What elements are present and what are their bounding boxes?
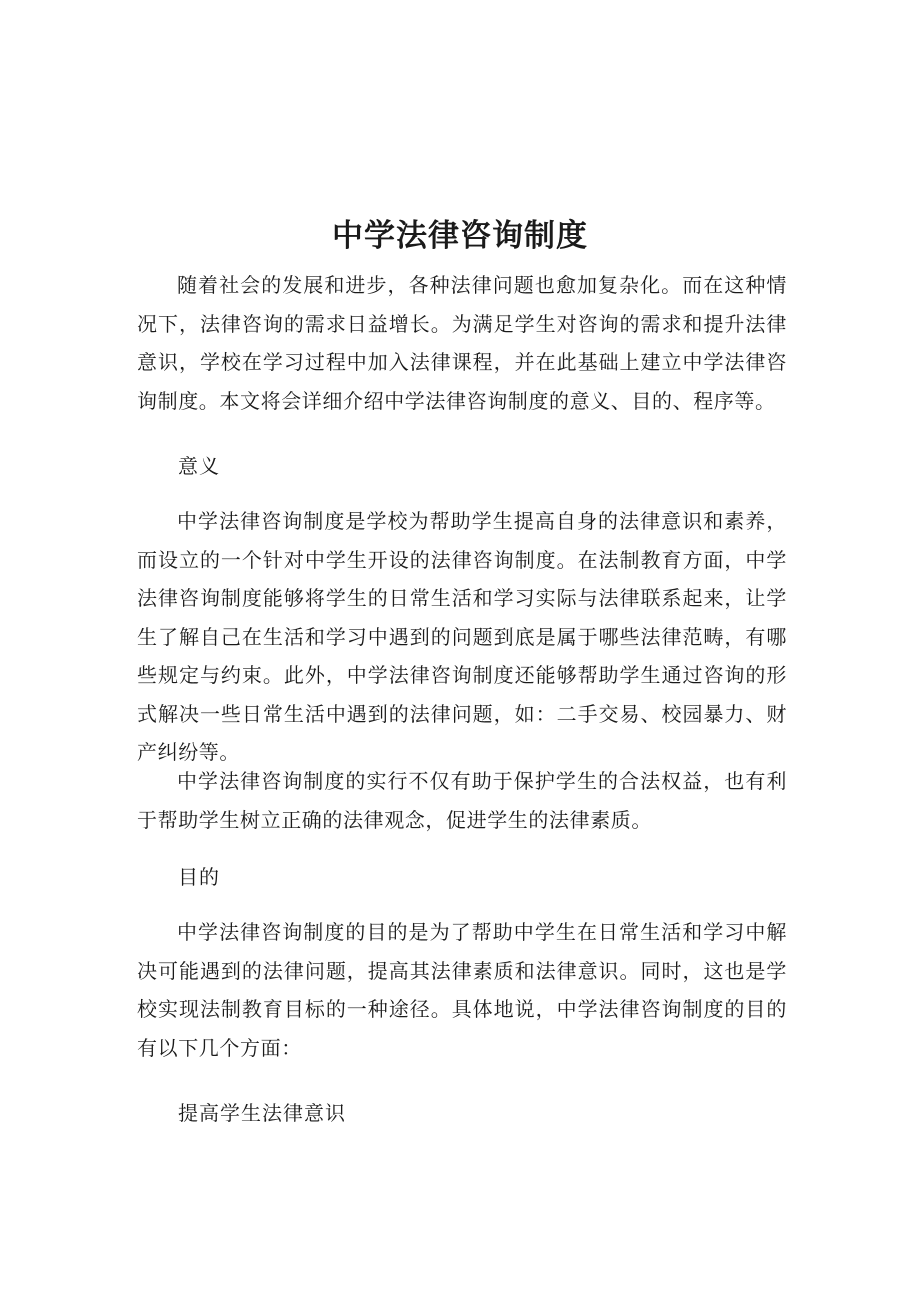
significance-paragraph-1: 中学法律咨询制度是学校为帮助学生提高自身的法律意识和素养，而设立的一个针对中学生开设的法律咨询制度。在法制教育方面，中学法律咨询制度能够将学生的日常生活和学习实际与法律联系起来，让学生了解自己在生活和学习中遇到的问题到底是属于哪些法律范畴，有哪些规定与约束。此外，中学法律咨询制度还能够帮助学生通过咨询的形式解决一些日常生活中遇到的法律问题，如：二手交易、校园暴力、财产纠纷等。 — [137, 509, 787, 764]
section-heading-significance: 意义 — [178, 454, 220, 478]
significance-paragraph-2: 中学法律咨询制度的实行不仅有助于保护学生的合法权益，也有利于帮助学生树立正确的法律观念，促进学生的法律素质。 — [137, 769, 787, 832]
section-heading-purpose: 目的 — [178, 865, 220, 889]
intro-paragraph: 随着社会的发展和进步，各种法律问题也愈加复杂化。而在这种情况下，法律咨询的需求日益增长。为满足学生对咨询的需求和提升法律意识，学校在学习过程中加入法律课程，并在此基础上建立中学法律咨询制度。本文将会详细介绍中学法律咨询制度的意义、目的、程序等。 — [137, 273, 787, 413]
subsection-heading-raise-awareness: 提高学生法律意识 — [178, 1101, 346, 1125]
document-title: 中学法律咨询制度 — [332, 218, 588, 254]
purpose-paragraph-1: 中学法律咨询制度的目的是为了帮助中学生在日常生活和学习中解决可能遇到的法律问题，提高其法律素质和法律意识。同时，这也是学校实现法制教育目标的一种途径。具体地说，中学法律咨询制度的目的有以下几个方面： — [137, 920, 787, 1060]
